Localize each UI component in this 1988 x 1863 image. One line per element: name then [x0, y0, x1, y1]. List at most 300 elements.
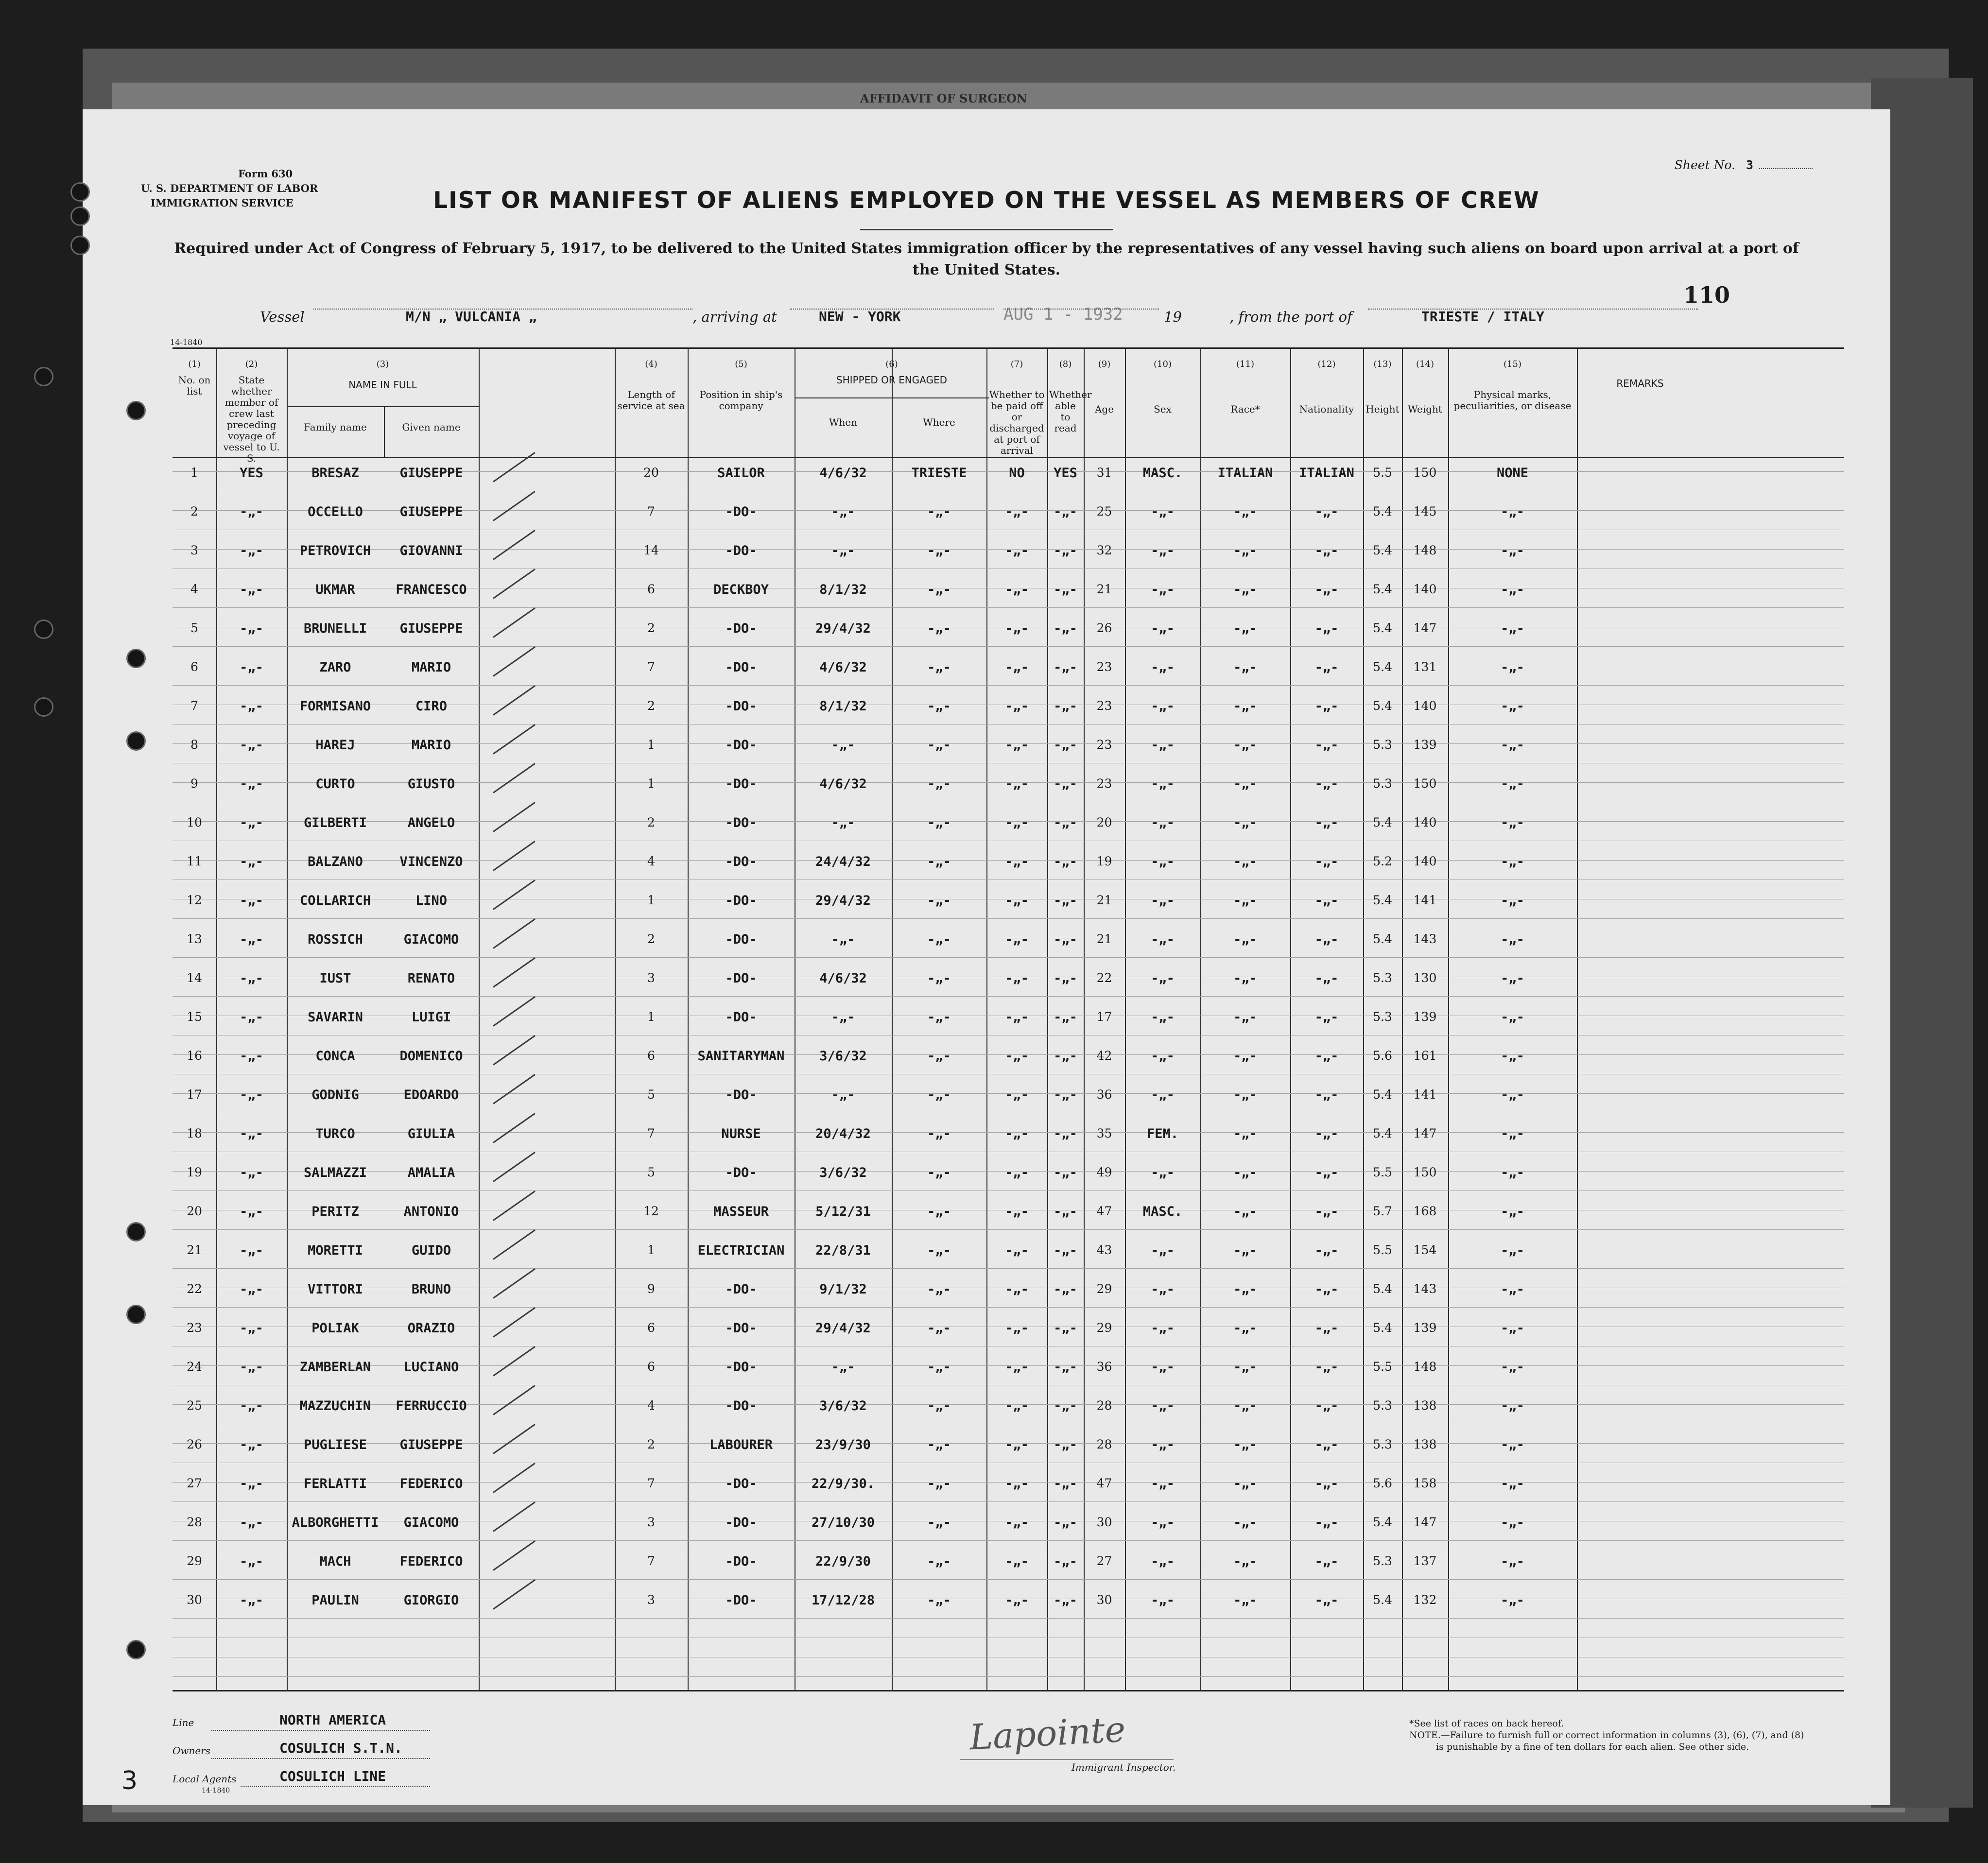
cell-prev: -„-: [240, 543, 263, 558]
cell-nationality: -„-: [1314, 1554, 1339, 1569]
cell-weight: 150: [1413, 776, 1437, 791]
when-header: When: [829, 416, 858, 428]
cell-no: 26: [187, 1437, 202, 1451]
cell-position: -DO-: [725, 971, 757, 986]
cell-nationality: -„-: [1314, 971, 1339, 986]
height-header: [1365, 359, 1400, 415]
cell-position: -DO-: [725, 504, 757, 519]
cell-paid: -„-: [1005, 699, 1029, 714]
age-header: [1086, 359, 1123, 415]
cell-position: ELECTRICIAN: [697, 1243, 785, 1258]
cell-where: -„-: [927, 1204, 951, 1219]
cell-race: -„-: [1233, 1282, 1257, 1297]
cell-position: -DO-: [725, 699, 757, 714]
owners-value: COSULICH S.T.N.: [279, 1740, 402, 1756]
cell-paid: -„-: [1005, 893, 1029, 908]
penalty-note-continued: is punishable by a fine of ten dollars for each alien. See other side.: [1436, 1742, 1749, 1752]
column-number: (7): [1010, 359, 1023, 369]
cell-marks: -„-: [1501, 699, 1524, 714]
cell-position: -DO-: [725, 1593, 757, 1608]
cell-where: -„-: [927, 1360, 951, 1375]
cell-age: 21: [1096, 932, 1112, 946]
cell-sex: -„-: [1151, 1087, 1175, 1103]
column-number: (4): [645, 359, 657, 369]
cell-family: GILBERTI: [303, 815, 367, 830]
print-code: 14-1840: [170, 338, 203, 347]
binder-hole: [126, 1305, 146, 1324]
cell-given: GIUSEPPE: [399, 621, 463, 636]
cell-position: -DO-: [725, 854, 757, 869]
cell-sex: -„-: [1151, 1321, 1175, 1336]
cell-paid: -„-: [1005, 582, 1029, 597]
cell-prev: -„-: [240, 1476, 263, 1491]
column-label: State whether member of crew last preceding voyage of vessel to U. S.: [223, 374, 280, 464]
binder-hole: [126, 1222, 146, 1242]
cell-given: ORAZIO: [407, 1321, 455, 1336]
cell-sex: -„-: [1151, 932, 1175, 947]
cell-nationality: -„-: [1314, 1165, 1339, 1180]
cell-no: 25: [187, 1398, 202, 1413]
cell-prev: -„-: [240, 504, 263, 519]
cell-marks: -„-: [1501, 893, 1524, 908]
cell-service: 6: [647, 1049, 655, 1063]
cell-nationality: -„-: [1314, 1515, 1339, 1530]
cell-age: 36: [1096, 1360, 1112, 1374]
cell-position: -DO-: [725, 1554, 757, 1569]
cell-family: MORETTI: [308, 1243, 363, 1258]
cell-prev: -„-: [240, 621, 263, 636]
vessel-name: M/N „ VULCANIA „: [406, 309, 537, 325]
table-row: [173, 578, 1844, 617]
cell-sex: -„-: [1151, 543, 1175, 558]
cell-height: 5.4: [1373, 1593, 1392, 1607]
cell-marks: -„-: [1501, 1087, 1524, 1103]
cell-weight: 140: [1413, 699, 1437, 713]
cell-family: VITTORI: [308, 1282, 363, 1297]
cell-given: GUIDO: [411, 1243, 451, 1258]
cell-family: ZAMBERLAN: [299, 1360, 371, 1375]
table-row: [173, 1006, 1844, 1045]
cell-marks: -„-: [1501, 1126, 1524, 1141]
cell-nationality: -„-: [1314, 1282, 1339, 1297]
cell-when: 4/6/32: [819, 466, 867, 481]
cell-paid: -„-: [1005, 660, 1029, 675]
cell-sex: -„-: [1151, 1049, 1175, 1064]
cell-family: TURCO: [315, 1126, 355, 1141]
cell-height: 5.5: [1373, 1360, 1392, 1374]
cell-weight: 143: [1413, 1282, 1437, 1296]
position-header: [690, 359, 793, 412]
form-identifier: Form 630 U. S. DEPARTMENT OF LABOR IMMIGRATION SERVICE: [141, 168, 318, 209]
cell-weight: 148: [1413, 1360, 1437, 1374]
column-number: (12): [1317, 359, 1336, 369]
cell-height: 5.3: [1373, 1010, 1392, 1024]
cell-position: -DO-: [725, 1515, 757, 1530]
cell-given: LINO: [415, 893, 448, 908]
cell-nationality: -„-: [1314, 738, 1339, 753]
cell-when: 29/4/32: [815, 893, 871, 908]
table-row: [173, 1472, 1844, 1511]
cell-age: 23: [1096, 738, 1112, 752]
cell-position: SAILOR: [717, 466, 765, 481]
cell-race: -„-: [1233, 893, 1257, 908]
cell-height: 5.3: [1373, 738, 1392, 752]
cell-when: 8/1/32: [819, 582, 867, 597]
cell-sex: MASC.: [1142, 1204, 1183, 1219]
cell-sex: -„-: [1151, 660, 1175, 675]
cell-when: 24/4/32: [815, 854, 871, 869]
cell-prev: -„-: [240, 660, 263, 675]
cell-position: -DO-: [725, 1010, 757, 1025]
cell-race: -„-: [1233, 1204, 1257, 1219]
cell-where: -„-: [927, 582, 951, 597]
cell-service: 7: [647, 1554, 655, 1568]
header-divider: [173, 457, 1844, 458]
cell-service: 1: [647, 1010, 655, 1024]
cell-service: 1: [647, 893, 655, 907]
cell-prev: -„-: [240, 1593, 263, 1608]
cell-sex: -„-: [1151, 1398, 1175, 1414]
cell-race: ITALIAN: [1217, 466, 1273, 481]
cell-family: ALBORGHETTI: [292, 1515, 379, 1530]
column-label: No. on list: [178, 374, 211, 397]
cell-nationality: -„-: [1314, 543, 1339, 558]
cell-sex: -„-: [1151, 854, 1175, 869]
cell-where: -„-: [927, 971, 951, 986]
cell-marks: -„-: [1501, 1476, 1524, 1491]
cell-prev: -„-: [240, 738, 263, 753]
cell-height: 5.7: [1373, 1204, 1392, 1218]
cell-given: VINCENZO: [399, 854, 463, 869]
column-number: (10): [1154, 359, 1172, 369]
cell-given: GIOVANNI: [399, 543, 463, 558]
cell-sex: -„-: [1151, 1010, 1175, 1025]
cell-age: 47: [1096, 1204, 1112, 1218]
manifest-sheet: [83, 109, 1890, 1805]
cell-race: -„-: [1233, 1515, 1257, 1530]
cell-service: 4: [647, 1398, 655, 1413]
cell-nationality: -„-: [1314, 1321, 1339, 1336]
column-number: (9): [1098, 359, 1111, 369]
table-row: [173, 811, 1844, 850]
cell-sex: -„-: [1151, 1360, 1175, 1375]
cell-read: -„-: [1054, 1087, 1077, 1103]
cell-when: 29/4/32: [815, 621, 871, 636]
cell-weight: 145: [1413, 504, 1437, 518]
cell-age: 29: [1096, 1321, 1112, 1335]
cell-when: -„-: [831, 1360, 855, 1375]
cell-read: -„-: [1054, 1010, 1077, 1025]
cell-position: NURSE: [721, 1126, 761, 1141]
cell-service: 9: [647, 1282, 655, 1296]
cell-marks: -„-: [1501, 932, 1524, 947]
weight-header: [1404, 359, 1446, 415]
able-to-read-header: [1049, 359, 1092, 434]
cell-read: -„-: [1054, 971, 1077, 986]
table-row: [173, 889, 1844, 928]
cell-position: -DO-: [725, 893, 757, 908]
name-header-rule: [287, 406, 479, 407]
cell-when: 8/1/32: [819, 699, 867, 714]
cell-where: -„-: [927, 1554, 951, 1569]
cell-nationality: -„-: [1314, 1204, 1339, 1219]
cell-paid: -„-: [1005, 1087, 1029, 1103]
cell-weight: 147: [1413, 1126, 1437, 1140]
cell-position: DECKBOY: [713, 582, 769, 597]
cell-race: -„-: [1233, 738, 1257, 753]
cell-given: BRUNO: [411, 1282, 451, 1297]
table-row: [173, 1161, 1844, 1200]
cell-race: -„-: [1233, 1398, 1257, 1414]
cell-given: GIULIA: [407, 1126, 455, 1141]
cell-read: -„-: [1054, 1360, 1077, 1375]
manifest-footer: [121, 1703, 1844, 1795]
cell-nationality: ITALIAN: [1299, 466, 1354, 481]
cell-prev: -„-: [240, 854, 263, 869]
cell-position: -DO-: [725, 543, 757, 558]
cell-prev: -„-: [240, 815, 263, 830]
cell-marks: -„-: [1501, 1049, 1524, 1064]
cell-service: 14: [643, 543, 659, 557]
cell-height: 5.4: [1373, 699, 1392, 713]
cell-when: 17/12/28: [811, 1593, 875, 1608]
cell-marks: -„-: [1501, 1282, 1524, 1297]
cell-weight: 168: [1413, 1204, 1437, 1218]
cell-family: UKMAR: [315, 582, 355, 597]
cell-where: -„-: [927, 1437, 951, 1452]
cell-service: 5: [647, 1165, 655, 1179]
cell-prev: -„-: [240, 776, 263, 792]
local-agents-label: Local Agents: [173, 1773, 237, 1785]
cell-paid: -„-: [1005, 1049, 1029, 1064]
cell-read: -„-: [1054, 621, 1077, 636]
where-header: Where: [923, 416, 955, 428]
column-label: Position in ship's company: [699, 389, 783, 412]
cell-paid: -„-: [1005, 1321, 1029, 1336]
cell-age: 23: [1096, 776, 1112, 791]
cell-family: BRESAZ: [311, 466, 359, 481]
race-header: [1202, 359, 1288, 415]
cell-age: 17: [1096, 1010, 1112, 1024]
cell-nationality: -„-: [1314, 1398, 1339, 1414]
column-label: Physical marks, peculiarities, or disease: [1453, 389, 1572, 412]
cell-marks: -„-: [1501, 1593, 1524, 1608]
cell-age: 36: [1096, 1087, 1112, 1102]
cell-sex: -„-: [1151, 504, 1175, 519]
cell-sex: -„-: [1151, 1515, 1175, 1530]
cell-where: -„-: [927, 621, 951, 636]
cell-sex: -„-: [1151, 971, 1175, 986]
cell-prev: YES: [240, 466, 263, 481]
cell-given: MARIO: [411, 738, 451, 753]
races-note: *See list of races on back hereof.: [1409, 1718, 1564, 1729]
cell-paid: -„-: [1005, 738, 1029, 753]
cell-prev: -„-: [240, 1554, 263, 1569]
cell-paid: -„-: [1005, 1243, 1029, 1258]
cell-where: -„-: [927, 543, 951, 558]
cell-service: 5: [647, 1087, 655, 1102]
cell-race: -„-: [1233, 621, 1257, 636]
binder-hole: [126, 1640, 146, 1659]
cell-nationality: -„-: [1314, 660, 1339, 675]
cell-read: -„-: [1054, 1243, 1077, 1258]
cell-paid: -„-: [1005, 1437, 1029, 1452]
cell-given: LUIGI: [411, 1010, 451, 1025]
cell-prev: -„-: [240, 1437, 263, 1452]
cell-race: -„-: [1233, 582, 1257, 597]
cell-when: -„-: [831, 504, 855, 519]
cell-position: -DO-: [725, 660, 757, 675]
cell-given: GIUSEPPE: [399, 1437, 463, 1452]
cell-marks: -„-: [1501, 504, 1524, 519]
cell-height: 5.3: [1373, 776, 1392, 791]
cell-weight: 138: [1413, 1437, 1437, 1451]
cell-read: -„-: [1054, 504, 1077, 519]
shipped-engaged-header: [795, 359, 989, 386]
cell-sex: -„-: [1151, 815, 1175, 830]
cell-no: 29: [187, 1554, 202, 1568]
cell-height: 5.6: [1373, 1476, 1392, 1490]
cell-no: 11: [187, 854, 202, 868]
local-agents-value: COSULICH LINE: [279, 1768, 386, 1784]
cell-marks: -„-: [1501, 1204, 1524, 1219]
cell-weight: 138: [1413, 1398, 1437, 1413]
cell-no: 5: [190, 621, 198, 635]
cell-family: PUGLIESE: [303, 1437, 367, 1452]
column-label: Nationality: [1299, 403, 1354, 415]
cell-position: -DO-: [725, 621, 757, 636]
cell-paid: NO: [1009, 466, 1025, 481]
cell-read: -„-: [1054, 893, 1077, 908]
table-row: [173, 1122, 1844, 1161]
sex-header: [1127, 359, 1198, 415]
cell-age: 47: [1096, 1476, 1112, 1490]
cell-age: 28: [1096, 1398, 1112, 1413]
cell-prev: -„-: [240, 1126, 263, 1141]
cell-nationality: -„-: [1314, 1360, 1339, 1375]
cell-no: 8: [190, 738, 198, 752]
cell-marks: -„-: [1501, 854, 1524, 869]
cell-nationality: -„-: [1314, 1593, 1339, 1608]
cell-sex: -„-: [1151, 621, 1175, 636]
cell-position: -DO-: [725, 932, 757, 947]
cell-family: PERITZ: [311, 1204, 359, 1219]
cell-no: 3: [190, 543, 198, 557]
cell-paid: -„-: [1005, 1165, 1029, 1180]
cell-height: 5.5: [1373, 1243, 1392, 1257]
cell-marks: NONE: [1496, 466, 1529, 481]
cell-age: 20: [1096, 815, 1112, 829]
column-label: Age: [1094, 403, 1114, 415]
cell-height: 5.4: [1373, 621, 1392, 635]
cell-race: -„-: [1233, 543, 1257, 558]
cell-race: -„-: [1233, 1321, 1257, 1336]
column-number: (6): [885, 359, 898, 369]
cell-when: 27/10/30: [811, 1515, 875, 1530]
cell-read: -„-: [1054, 1437, 1077, 1452]
cell-no: 30: [187, 1593, 202, 1607]
cell-sex: -„-: [1151, 893, 1175, 908]
top-stamp: AFFIDAVIT OF SURGEON: [860, 91, 1027, 105]
column-label: SHIPPED OR ENGAGED: [836, 374, 948, 386]
cell-family: SAVARIN: [308, 1010, 363, 1025]
cell-read: -„-: [1054, 699, 1077, 714]
table-row: [173, 617, 1844, 656]
cell-position: -DO-: [725, 1087, 757, 1103]
arriving-label: , arriving at: [692, 309, 777, 325]
cell-sex: -„-: [1151, 1165, 1175, 1180]
cell-where: -„-: [927, 815, 951, 830]
cell-height: 5.4: [1373, 1126, 1392, 1140]
cell-nationality: -„-: [1314, 932, 1339, 947]
cell-age: 49: [1096, 1165, 1112, 1179]
cell-race: -„-: [1233, 971, 1257, 986]
cell-nationality: -„-: [1314, 815, 1339, 830]
cell-read: -„-: [1054, 932, 1077, 947]
cell-when: 23/9/30: [815, 1437, 871, 1452]
cell-prev: -„-: [240, 1204, 263, 1219]
cell-no: 2: [190, 504, 198, 518]
column-number: (11): [1236, 359, 1254, 369]
cell-paid: -„-: [1005, 932, 1029, 947]
cell-age: 23: [1096, 699, 1112, 713]
column-label: Length of service at sea: [617, 389, 685, 412]
cell-when: -„-: [831, 1087, 855, 1103]
owners-label: Owners: [173, 1745, 211, 1757]
cell-age: 32: [1096, 543, 1112, 557]
cell-where: -„-: [927, 699, 951, 714]
cell-prev: -„-: [240, 1087, 263, 1103]
cell-read: -„-: [1054, 1554, 1077, 1569]
cell-where: -„-: [927, 1010, 951, 1025]
cell-age: 35: [1096, 1126, 1112, 1140]
line-value: NORTH AMERICA: [279, 1712, 386, 1728]
cell-weight: 131: [1413, 660, 1437, 674]
table-row: [173, 734, 1844, 773]
cell-given: FEDERICO: [399, 1554, 463, 1569]
cell-service: 2: [647, 621, 655, 635]
cell-race: -„-: [1233, 1593, 1257, 1608]
cell-service: 7: [647, 660, 655, 674]
column-number: (14): [1416, 359, 1434, 369]
cell-where: -„-: [927, 738, 951, 753]
cell-sex: -„-: [1151, 1243, 1175, 1258]
cell-service: 6: [647, 582, 655, 596]
cell-nationality: -„-: [1314, 1126, 1339, 1141]
column-number: (8): [1059, 359, 1072, 369]
cell-given: ANTONIO: [403, 1204, 459, 1219]
cell-age: 42: [1096, 1049, 1112, 1063]
cell-prev: -„-: [240, 1010, 263, 1025]
cell-where: -„-: [927, 1398, 951, 1414]
cell-position: SANITARYMAN: [697, 1049, 785, 1064]
cell-nationality: -„-: [1314, 854, 1339, 869]
cell-marks: -„-: [1501, 1010, 1524, 1025]
cell-marks: -„-: [1501, 1360, 1524, 1375]
cell-nationality: -„-: [1314, 621, 1339, 636]
cell-family: BRUNELLI: [303, 621, 367, 636]
binder-hole: [34, 697, 53, 717]
cell-age: 30: [1096, 1593, 1112, 1607]
cell-position: LABOURER: [709, 1437, 773, 1452]
binder-hole: [126, 731, 146, 751]
cell-family: COLLARICH: [299, 893, 371, 908]
cell-when: 22/9/30: [815, 1554, 871, 1569]
table-row: [173, 1550, 1844, 1589]
cell-where: -„-: [927, 1282, 951, 1297]
table-row: [173, 850, 1844, 889]
cell-nationality: -„-: [1314, 1243, 1339, 1258]
